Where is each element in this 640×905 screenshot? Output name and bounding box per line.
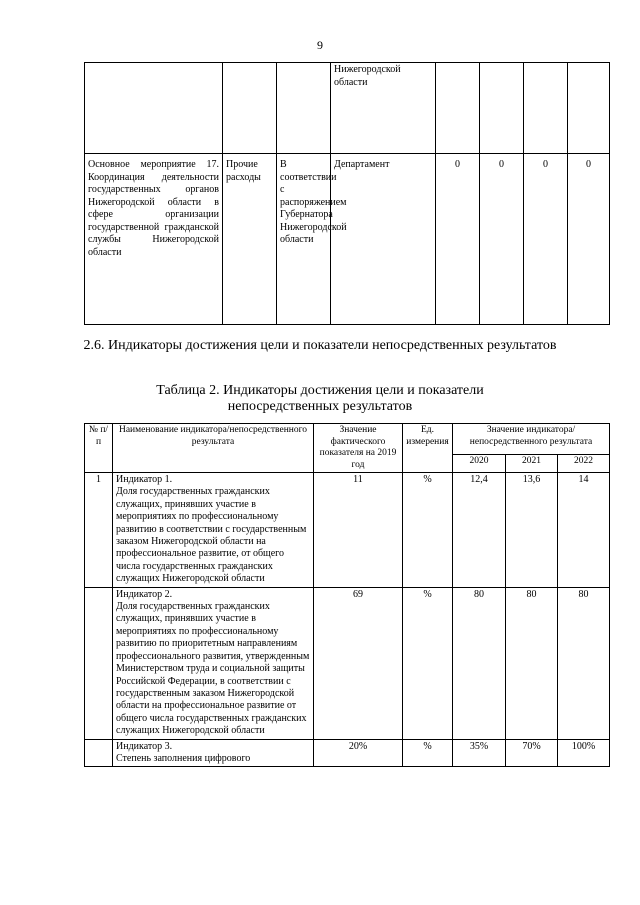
value-2021-cell: 70%	[506, 739, 558, 767]
header-year: 2022	[558, 455, 610, 473]
indicator-cell	[113, 587, 314, 739]
row-num-cell	[85, 587, 113, 739]
indicator-cell	[113, 739, 314, 767]
executor-cell: Департамент	[331, 154, 436, 325]
indicator-cell	[113, 473, 314, 588]
header-unit: Ед. измерения	[403, 424, 453, 473]
fact-value-cell: 69	[314, 587, 403, 739]
basis-cell: В соответствии с распоряжением Губернатора Нижегородской области	[277, 154, 331, 325]
value-2021-cell: 13,6	[506, 473, 558, 588]
indicator-title: Индикатор 1.	[116, 474, 173, 485]
indicator-title: Индикатор 3.	[116, 740, 173, 752]
unit-cell: %	[403, 739, 453, 767]
header-year: 2021	[506, 455, 558, 473]
section-heading: 2.6. Индикаторы достижения цели и показатели непосредственных результатов	[83, 338, 557, 353]
table-row	[85, 154, 610, 325]
value-2020-cell: 12,4	[453, 473, 506, 588]
row-num-cell	[85, 739, 113, 767]
value-2022-cell: 80	[558, 587, 610, 739]
value-2022-cell: 14	[558, 473, 610, 588]
fact-value-cell: 11	[314, 473, 403, 588]
value-2020-cell: 35%	[453, 739, 506, 767]
header-num: № п/п	[85, 424, 113, 473]
table-caption: Таблица 2. Индикаторы достижения цели и показатели непосредственных результатов	[156, 383, 484, 414]
indicator-description: Степень заполнения цифрового	[116, 752, 251, 764]
value-cell: 0	[480, 154, 524, 325]
value-cell: 0	[568, 154, 610, 325]
value-2022-cell: 100%	[558, 739, 610, 767]
activities-table	[84, 62, 610, 325]
header-value: Значение индикатора/непосредственного результата	[453, 424, 610, 455]
page-number: 9	[317, 38, 323, 52]
table-row	[85, 739, 610, 767]
value-cell: 0	[436, 154, 480, 325]
unit-cell: %	[403, 473, 453, 588]
row-num-cell: 1	[85, 473, 113, 588]
indicator-description: Доля государственных гражданских служащих, принявших участие в мероприятиях по профессиональному развитию по приоритетным направлениям профессионального развития, утвержденным Министерством труда и социальной защиты Российской Федерации, в соответствии с государственным заказом Нижегородской области на профессиональное развитие от общего числа государственных гражданских служащих Нижегородской области	[116, 601, 310, 737]
table-header-row	[85, 424, 610, 455]
executor-cell: Нижегородской области	[331, 63, 436, 154]
fact-value-cell: 20%	[314, 739, 403, 767]
header-name: Наименование индикатора/непосредственного результата	[113, 424, 314, 473]
indicator-title: Индикатор 2.	[116, 588, 173, 600]
header-year: 2020	[453, 455, 506, 473]
value-2021-cell: 80	[506, 587, 558, 739]
table-row	[85, 473, 610, 588]
table-row	[85, 587, 610, 739]
unit-cell: %	[403, 587, 453, 739]
activity-name-cell: Основное мероприятие 17. Координация деятельности государственных органов Нижегородской области в сфере организации государственной гражданской службы Нижегородской области	[85, 154, 223, 325]
indicator-description: Доля государственных гражданских служащих, принявших участие в мероприятиях по профессиональному развитию в соответствии с государственным заказом Нижегородской области на профессиональное развитие, от общего числа государственных гражданских служащих Нижегородской области	[116, 486, 307, 585]
value-cell: 0	[524, 154, 568, 325]
indicators-table	[84, 423, 610, 767]
cost-type-cell: Прочие расходы	[223, 154, 277, 325]
header-fact: Значение фактического показателя на 2019 год	[314, 424, 403, 473]
value-2020-cell: 80	[453, 587, 506, 739]
table-row	[85, 63, 610, 154]
